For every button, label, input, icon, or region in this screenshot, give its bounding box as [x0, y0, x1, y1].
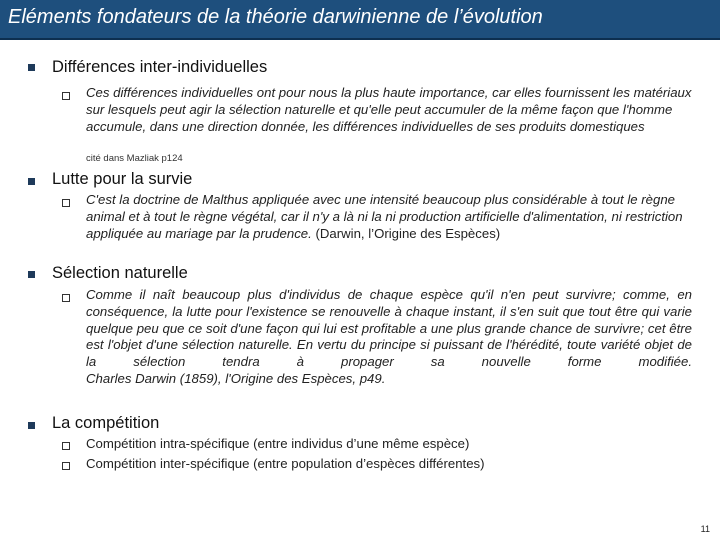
quote-text: Ces différences individuelles ont pour nous la plus haute importance, car elles fournissent les matériaux sur lesquels peut agir la sélection naturelle et qu'elle peut accumuler de la même façon que l'homme accumule, dans une direction donnée, les différences individuelles de ses produits domestiques [86, 85, 692, 134]
page-number: 11 [700, 524, 710, 534]
bullet-square-icon [28, 64, 35, 71]
bullet-square-icon [28, 271, 35, 278]
bullet-square-icon [28, 178, 35, 185]
quote-reference: (Darwin, l’Origine des Espèces) [315, 225, 501, 241]
sub-bullet-square-icon [62, 92, 70, 100]
citation-note: cité dans Mazliak p124 [86, 153, 183, 164]
sub-bullet-square-icon [62, 294, 70, 302]
quote-italic-text: C'est la doctrine de Malthus appliquée avec une intensité beaucoup plus considérable à tout le règne animal et à tout le règne végétal, car il n'y a là ni la ni production artificielle d'alimentation, ni restriction appliquée au mariage par la prudence. [86, 192, 683, 241]
section-heading: Lutte pour la survie [52, 170, 193, 188]
section-heading: Sélection naturelle [52, 264, 188, 282]
sub-bullet-square-icon [62, 442, 70, 450]
list-item: Compétition intra-spécifique (entre individus d’une même espèce) [86, 436, 470, 451]
quote-text [86, 287, 692, 388]
bullet-square-icon [28, 422, 35, 429]
title-underline [0, 38, 720, 40]
section-heading: Différences inter-individuelles [52, 58, 268, 76]
sub-bullet-square-icon [62, 199, 70, 207]
quote-reference: Charles Darwin (1859), l'Origine des Espèces, p49. [86, 370, 386, 386]
list-item: Compétition inter-spécifique (entre population d’espèces différentes) [86, 456, 485, 471]
quote-text [86, 192, 692, 242]
section-heading: La compétition [52, 414, 160, 432]
title-bar [0, 0, 720, 38]
sub-bullet-square-icon [62, 462, 70, 470]
slide-title: Eléments fondateurs de la théorie darwinienne de l’évolution [8, 6, 543, 28]
quote-main-text: Comme il naît beaucoup plus d'individus de chaque espèce qu'il n'en peut survivre; comme, en conséquence, la lutte pour l'existence se renouvelle à chaque instant, il s'en suit que tout être qui varie quelque peu que ce soit d'une façon qui lui est profitable a une plus grande chance de survivre; cet être est l'objet d'une sélection naturelle. En vertu du principe si puissant de l'hérédité, toute variété objet de la sélection tendra à propager sa nouvelle forme modifiée. [86, 287, 692, 370]
